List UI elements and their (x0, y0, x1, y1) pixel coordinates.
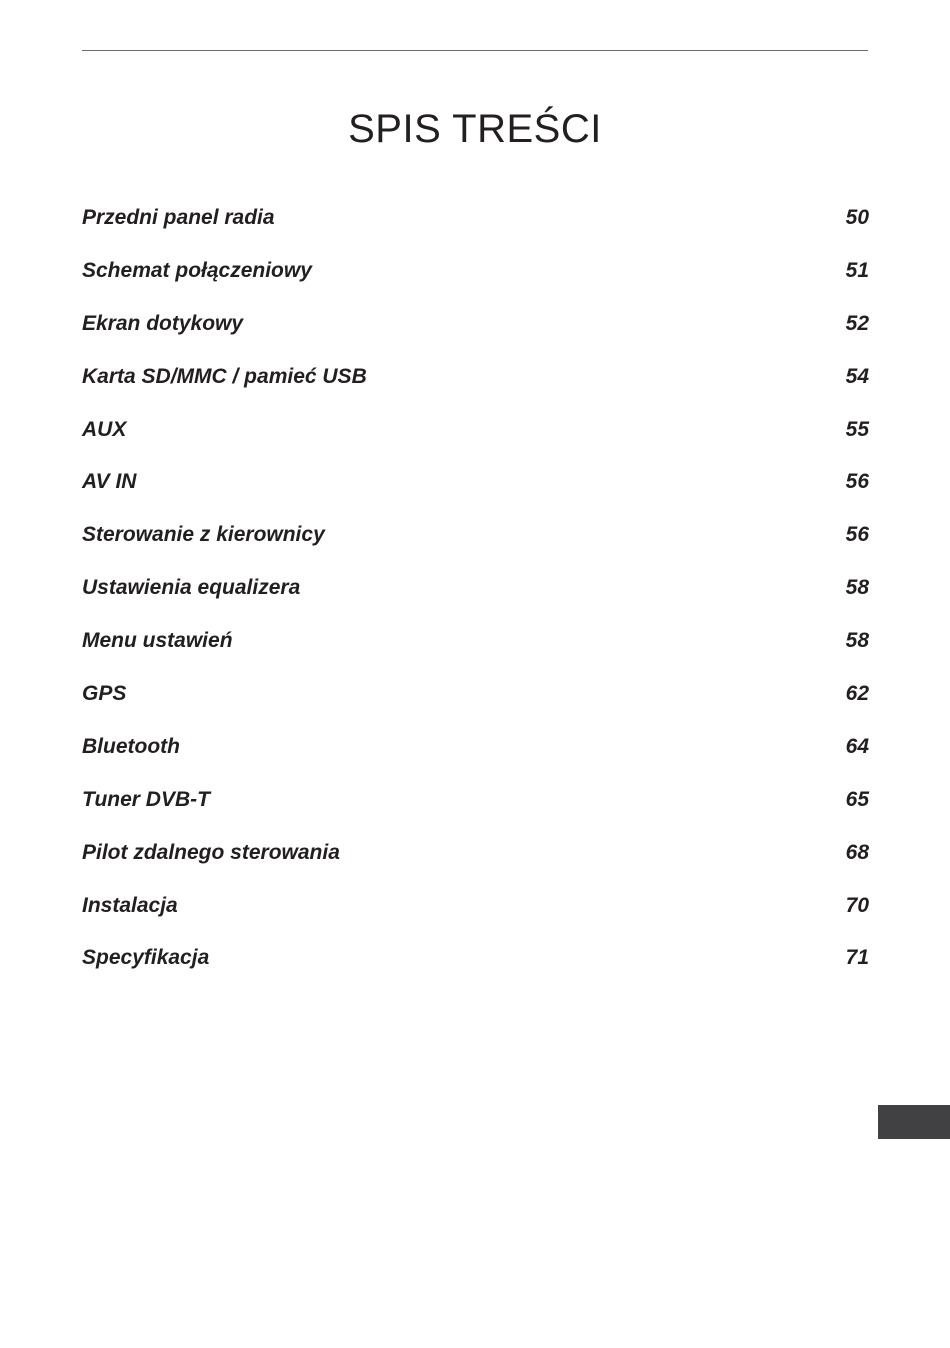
toc-entry-specyfikacja[interactable] (82, 940, 869, 993)
toc-entry-menu-ustawien[interactable] (82, 623, 869, 676)
toc-entry-page: 58 (845, 576, 869, 600)
toc-entry-page: 62 (845, 682, 869, 706)
toc-entry-page: 64 (845, 734, 869, 758)
toc-entry-pilot-zdalnego-sterowania[interactable] (82, 835, 869, 888)
toc-entry-av-in[interactable] (82, 464, 869, 517)
toc-entry-label: AV IN (82, 470, 137, 494)
toc-entry-page: 54 (845, 364, 869, 388)
toc-entry-instalacja[interactable] (82, 888, 869, 941)
toc-entry-karta-sd-usb[interactable] (82, 359, 869, 412)
toc-entry-page: 56 (845, 523, 869, 547)
toc-entry-label: Ustawienia equalizera (82, 576, 301, 600)
toc-entry-page: 71 (845, 946, 869, 970)
toc-entry-label: Specyfikacja (82, 946, 210, 970)
toc-entry-page: 50 (845, 206, 869, 229)
top-divider (82, 50, 868, 51)
toc-entry-aux[interactable] (82, 412, 869, 465)
toc-entry-label: Tuner DVB-T (82, 787, 210, 811)
section-thumb-tab (878, 1105, 950, 1139)
toc-entry-label: GPS (82, 682, 127, 706)
page-title: SPIS TREŚCI (348, 107, 602, 151)
toc-entry-page: 70 (845, 893, 869, 917)
toc-entry-schemat-polaczeniowy[interactable] (82, 253, 869, 306)
toc-entry-label: Menu ustawień (82, 629, 233, 653)
toc-entry-label: Sterowanie z kierownicy (82, 523, 325, 547)
toc-entry-ekran-dotykowy[interactable] (82, 306, 869, 359)
toc-entry-sterowanie-z-kierownicy[interactable] (82, 517, 869, 570)
toc-entry-label: Bluetooth (82, 734, 180, 758)
toc-entry-label: Ekran dotykowy (82, 311, 244, 335)
toc-entry-gps[interactable] (82, 676, 869, 729)
toc-entry-label: Przedni panel radia (82, 206, 275, 229)
toc-entry-label: Karta SD/MMC / pamieć USB (82, 364, 367, 388)
toc-entry-przedni-panel-radia[interactable] (82, 200, 869, 253)
toc-entry-bluetooth[interactable] (82, 729, 869, 782)
toc-entry-page: 55 (845, 417, 869, 441)
toc-entry-page: 58 (845, 629, 869, 653)
toc-entry-tuner-dvb-t[interactable] (82, 782, 869, 835)
toc-entry-label: Instalacja (82, 893, 178, 917)
toc-entry-page: 65 (845, 787, 869, 811)
table-of-contents (82, 200, 869, 993)
toc-entry-page: 56 (845, 470, 869, 494)
toc-entry-label: Schemat połączeniowy (82, 258, 312, 282)
toc-entry-label: AUX (82, 417, 127, 441)
toc-entry-ustawienia-equalizera[interactable] (82, 570, 869, 623)
toc-entry-label: Pilot zdalnego sterowania (82, 840, 340, 864)
toc-entry-page: 68 (845, 840, 869, 864)
toc-entry-page: 51 (845, 258, 869, 282)
toc-entry-page: 52 (845, 311, 869, 335)
